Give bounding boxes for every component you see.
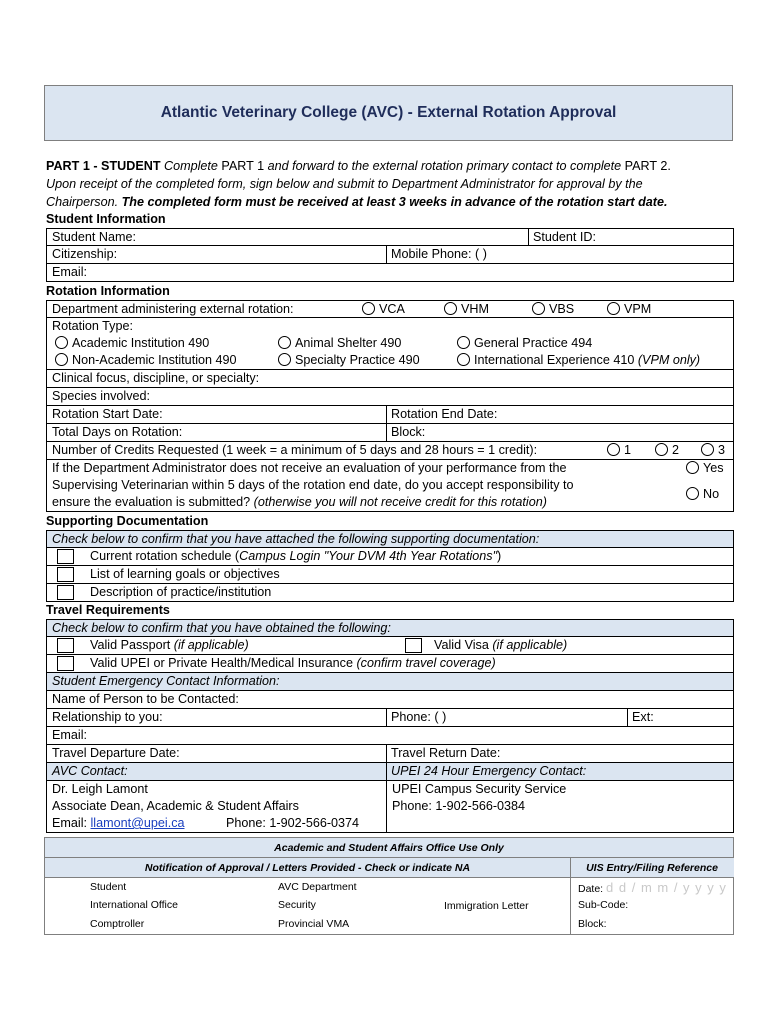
travel-instruction: Check below to confirm that you have obtained the following: bbox=[52, 621, 391, 635]
credit-option-1[interactable]: 1 bbox=[607, 442, 631, 459]
species-field[interactable]: Species involved: bbox=[52, 389, 151, 403]
intro-deadline: The completed form must be received at least 3 weeks in advance of the rotation start date. bbox=[121, 195, 668, 209]
passport-visa-row bbox=[46, 637, 734, 655]
avc-contact-title: Associate Dean, Academic & Student Affairs bbox=[52, 799, 299, 813]
eval-no-option[interactable]: No bbox=[686, 486, 719, 503]
upei-contact-phone: Phone: 1-902-566-0384 bbox=[392, 799, 526, 813]
office-avc-dept: AVC Department bbox=[278, 881, 357, 893]
type-academic[interactable]: Academic Institution 490 bbox=[55, 335, 209, 352]
student-email-field[interactable]: Email: bbox=[52, 265, 87, 279]
radio-icon[interactable] bbox=[686, 487, 699, 500]
clinical-focus-field[interactable]: Clinical focus, discipline, or specialty: bbox=[52, 371, 260, 385]
checkbox-insurance[interactable] bbox=[57, 656, 74, 671]
radio-icon[interactable] bbox=[532, 302, 545, 315]
contact-ext-field[interactable]: Ext: bbox=[632, 710, 654, 724]
radio-icon[interactable] bbox=[55, 353, 68, 366]
office-block[interactable]: Block: bbox=[578, 918, 607, 930]
relationship-field[interactable]: Relationship to you: bbox=[52, 710, 163, 724]
schedule-label: Current rotation schedule (Campus Login "Your DVM 4th Year Rotations") bbox=[90, 549, 502, 563]
insurance-row bbox=[46, 655, 734, 673]
radio-icon[interactable] bbox=[457, 336, 470, 349]
dates-row bbox=[46, 406, 734, 424]
passport-label: Valid Passport (if applicable) bbox=[90, 638, 249, 652]
contact-email-row bbox=[46, 727, 734, 745]
emergency-heading: Student Emergency Contact Information: bbox=[52, 674, 280, 688]
credit-option-2[interactable]: 2 bbox=[655, 442, 679, 459]
date-placeholder: d d / m m / y y y y bbox=[606, 880, 727, 895]
type-animal-shelter[interactable]: Animal Shelter 490 bbox=[278, 335, 401, 352]
supporting-item-1 bbox=[46, 548, 734, 566]
office-student: Student bbox=[90, 881, 127, 893]
office-comptroller: Comptroller bbox=[90, 918, 145, 930]
mobile-phone-field[interactable]: Mobile Phone: ( ) bbox=[391, 247, 487, 261]
avc-contact-name: Dr. Leigh Lamont bbox=[52, 782, 148, 796]
checkbox-goals[interactable] bbox=[57, 567, 74, 582]
student-name-field[interactable]: Student Name: bbox=[52, 230, 137, 244]
vpm-only-note: (VPM only) bbox=[637, 353, 701, 367]
relationship-row bbox=[46, 709, 734, 727]
supporting-heading: Supporting Documentation bbox=[46, 514, 209, 528]
radio-icon[interactable] bbox=[457, 353, 470, 366]
intro-forward: and forward to the external rotation primary contact to complete bbox=[267, 159, 622, 173]
office-security: Security bbox=[278, 899, 316, 911]
upei-contact-name: UPEI Campus Security Service bbox=[392, 782, 567, 796]
total-days-row bbox=[46, 424, 734, 442]
rotation-type-label: Rotation Type: bbox=[52, 319, 133, 333]
eval-yes-option[interactable]: Yes bbox=[686, 460, 724, 477]
office-heading: Academic and Student Affairs Office Use Only bbox=[45, 838, 733, 858]
contact-email-field[interactable]: Email: bbox=[52, 728, 87, 742]
office-subcode[interactable]: Sub-Code: bbox=[578, 899, 629, 911]
radio-icon[interactable] bbox=[655, 443, 668, 456]
notification-heading: Notification of Approval / Letters Provided - Check or indicate NA bbox=[45, 858, 570, 878]
rotation-type-row bbox=[46, 318, 734, 370]
evaluation-line2: Supervising Veterinarian within 5 days of the rotation end date, do you accept responsibility to bbox=[52, 478, 574, 492]
office-date[interactable]: Date: d d / m m / y y y y bbox=[578, 880, 727, 895]
intro-part1: PART 1 bbox=[221, 159, 265, 173]
avc-contact-heading: AVC Contact: bbox=[52, 764, 128, 778]
type-non-academic[interactable]: Non-Academic Institution 490 bbox=[55, 352, 237, 369]
clinical-row bbox=[46, 370, 734, 388]
intro-text bbox=[46, 157, 736, 211]
travel-heading: Travel Requirements bbox=[46, 603, 170, 617]
radio-icon[interactable] bbox=[278, 336, 291, 349]
office-international: International Office bbox=[90, 899, 178, 911]
departure-date-field[interactable]: Travel Departure Date: bbox=[52, 746, 180, 760]
student-name-row bbox=[46, 228, 734, 246]
evaluation-line3: ensure the evaluation is submitted? (otherwise you will not receive credit for this rotation) bbox=[52, 495, 547, 509]
type-international[interactable]: International Experience 410 (VPM only) bbox=[457, 352, 700, 369]
start-date-field[interactable]: Rotation Start Date: bbox=[52, 407, 163, 421]
part-label: PART 1 - STUDENT bbox=[46, 159, 161, 173]
dept-option-vbs[interactable]: VBS bbox=[532, 301, 574, 318]
uis-heading: UIS Entry/Filing Reference bbox=[570, 858, 734, 878]
contact-phone-field[interactable]: Phone: ( ) bbox=[391, 710, 447, 724]
office-immigration: Immigration Letter bbox=[444, 900, 529, 912]
supporting-instruction: Check below to confirm that you have attached the following supporting documentation: bbox=[52, 532, 540, 546]
rotation-info-heading: Rotation Information bbox=[46, 284, 170, 298]
avc-contact-email-line: Email: llamont@upei.ca bbox=[52, 816, 185, 830]
block-field[interactable]: Block: bbox=[391, 425, 426, 439]
radio-icon[interactable] bbox=[444, 302, 457, 315]
citizenship-row bbox=[46, 246, 734, 264]
total-days-field[interactable]: Total Days on Rotation: bbox=[52, 425, 183, 439]
intro-complete: Complete bbox=[164, 159, 218, 173]
supporting-item-2 bbox=[46, 566, 734, 584]
dept-option-vca[interactable]: VCA bbox=[362, 301, 405, 318]
contact-name-field[interactable]: Name of Person to be Contacted: bbox=[52, 692, 239, 706]
species-row bbox=[46, 388, 734, 406]
emergency-heading-row bbox=[46, 673, 734, 691]
contact-name-row bbox=[46, 691, 734, 709]
evaluation-line1: If the Department Administrator does not receive an evaluation of your performance from the bbox=[52, 461, 567, 475]
type-specialty[interactable]: Specialty Practice 490 bbox=[278, 352, 420, 369]
checkbox-description[interactable] bbox=[57, 585, 74, 600]
dept-option-vpm[interactable]: VPM bbox=[607, 301, 651, 318]
radio-icon[interactable] bbox=[607, 443, 620, 456]
checkbox-passport[interactable] bbox=[57, 638, 74, 653]
office-vma: Provincial VMA bbox=[278, 918, 350, 930]
credit-option-3[interactable]: 3 bbox=[701, 442, 725, 459]
radio-icon[interactable] bbox=[607, 302, 620, 315]
checkbox-schedule[interactable] bbox=[57, 549, 74, 564]
office-use-table bbox=[44, 837, 734, 935]
supporting-item-3 bbox=[46, 584, 734, 602]
dept-option-vhm[interactable]: VHM bbox=[444, 301, 489, 318]
credits-row bbox=[46, 442, 734, 460]
department-label: Department administering external rotation: bbox=[52, 302, 294, 316]
credits-label: Number of Credits Requested (1 week = a minimum of 5 days and 28 hours = 1 credit): bbox=[52, 443, 538, 457]
travel-instruction-row bbox=[46, 619, 734, 637]
intro-chairperson: Chairperson. bbox=[46, 195, 119, 209]
citizenship-field[interactable]: Citizenship: bbox=[52, 247, 118, 261]
supporting-instruction-row bbox=[46, 530, 734, 548]
goals-label: List of learning goals or objectives bbox=[90, 567, 280, 581]
student-id-field[interactable]: Student ID: bbox=[533, 230, 597, 244]
email-row bbox=[46, 264, 734, 282]
student-info-heading: Student Information bbox=[46, 212, 166, 226]
end-date-field[interactable]: Rotation End Date: bbox=[391, 407, 498, 421]
return-date-field[interactable]: Travel Return Date: bbox=[391, 746, 501, 760]
avc-email-link[interactable]: llamont@upei.ca bbox=[90, 816, 185, 830]
description-label: Description of practice/institution bbox=[90, 585, 272, 599]
department-row bbox=[46, 300, 734, 318]
contacts-detail-row bbox=[46, 781, 734, 833]
radio-icon[interactable] bbox=[55, 336, 68, 349]
intro-line2: Upon receipt of the completed form, sign below and submit to Department Administrator for approval by the bbox=[46, 177, 643, 191]
page-title: Atlantic Veterinary College (AVC) - External Rotation Approval bbox=[160, 104, 617, 121]
title-banner bbox=[44, 85, 733, 141]
radio-icon[interactable] bbox=[278, 353, 291, 366]
evaluation-row bbox=[46, 460, 734, 512]
checkbox-visa[interactable] bbox=[405, 638, 422, 653]
visa-label: Valid Visa (if applicable) bbox=[434, 638, 568, 652]
intro-part2: PART 2. bbox=[624, 159, 671, 173]
upei-contact-heading: UPEI 24 Hour Emergency Contact: bbox=[391, 764, 587, 778]
radio-icon[interactable] bbox=[362, 302, 375, 315]
travel-dates-row bbox=[46, 745, 734, 763]
radio-icon[interactable] bbox=[686, 461, 699, 474]
radio-icon[interactable] bbox=[701, 443, 714, 456]
contacts-heading-row bbox=[46, 763, 734, 781]
type-general-practice[interactable]: General Practice 494 bbox=[457, 335, 592, 352]
avc-contact-phone: Phone: 1-902-566-0374 bbox=[226, 816, 360, 830]
insurance-label: Valid UPEI or Private Health/Medical Insurance (confirm travel coverage) bbox=[90, 656, 496, 670]
